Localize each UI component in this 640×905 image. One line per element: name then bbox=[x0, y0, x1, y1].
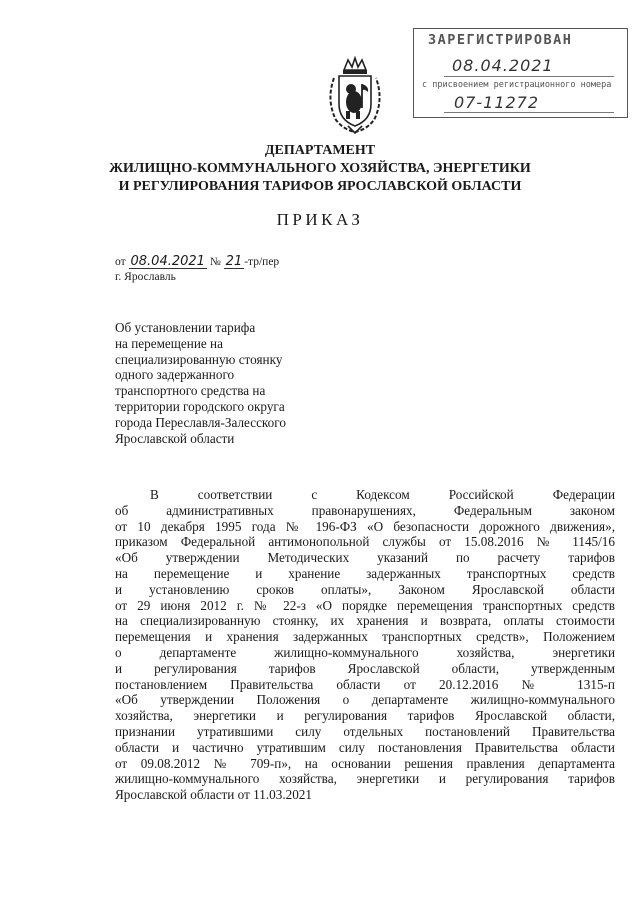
body-line: на специализированную стоянку, их хранения и возврата, оплаты стоимости bbox=[115, 613, 615, 629]
body-line: «Об утверждении Положения о департаменте жилищно-коммунального bbox=[115, 692, 615, 708]
body-line: о департаменте жилищно-коммунального хозяйства, энергетики bbox=[115, 644, 615, 660]
subject-line: одного задержанного bbox=[115, 367, 235, 383]
body-line: приказом Федеральной антимонопольной службы от 15.08.2016 № 1145/16 bbox=[115, 534, 615, 550]
subject-line: территории городского округа bbox=[115, 398, 285, 414]
body-line: об административных правонарушениях, Федеральным законом bbox=[115, 502, 615, 518]
subject-line: Ярославской области bbox=[115, 430, 235, 446]
stamp-date: 08.04.2021 bbox=[452, 56, 554, 75]
body-line: области и частично утратившим силу постановления Правительства области bbox=[115, 739, 615, 755]
body-line: признании утратившими силу отдельных постановлений Правительства bbox=[115, 723, 615, 739]
order-date: 08.04.2021 bbox=[130, 254, 205, 269]
number-label: № bbox=[209, 256, 221, 268]
body-line: «Об утверждении Методических указаний по расчету тарифов bbox=[115, 550, 615, 566]
order-meta bbox=[115, 255, 279, 285]
body-line: жилищно-коммунального хозяйства, энергетики и регулирования тарифов bbox=[115, 771, 615, 787]
department-line: ЖИЛИЩНО-КОММУНАЛЬНОГО ХОЗЯЙСТВА, ЭНЕРГЕТИКИ bbox=[109, 161, 531, 176]
body-line: на перемещение и хранение задержанных транспортных средств bbox=[115, 565, 615, 581]
subject-line: на перемещение на bbox=[115, 335, 223, 351]
department-title bbox=[0, 142, 640, 196]
body-line: постановлением Правительства области от 20.12.2016 № 1315-п bbox=[115, 676, 615, 692]
body-line: хозяйства, энергетики и регулирования тарифов Ярославской области, bbox=[115, 708, 615, 724]
coat-of-arms-icon bbox=[324, 56, 386, 134]
order-number: 21 bbox=[225, 254, 243, 269]
city: г. Ярославль bbox=[115, 271, 176, 283]
order-title: ПРИКАЗ bbox=[276, 210, 364, 229]
stamp-subtitle: с присвоением регистрационного номера bbox=[422, 80, 612, 90]
body-line: и регулирования тарифов Ярославской области, утвержденным bbox=[115, 660, 615, 676]
department-line: ДЕПАРТАМЕНТ bbox=[264, 143, 376, 158]
subject-line: города Переславля-Залесского bbox=[115, 414, 286, 430]
subject-line: транспортного средства на bbox=[115, 383, 266, 399]
body-line: от 29 июня 2012 г. № 22-з «О порядке перемещения транспортных средств bbox=[115, 597, 615, 613]
registration-stamp bbox=[413, 28, 628, 118]
subject-line: Об установлении тарифа bbox=[115, 320, 256, 335]
body-line: Ярославской области от 11.03.2021 bbox=[115, 787, 312, 803]
department-line: И РЕГУЛИРОВАНИЯ ТАРИФОВ ЯРОСЛАВСКОЙ ОБЛАСТИ bbox=[118, 179, 522, 194]
body-line: перемещения и хранения задержанных транспортных средств», Положением bbox=[115, 629, 615, 645]
body-line: и установлению сроков оплаты», Законом Ярославской области bbox=[115, 581, 615, 597]
stamp-divider bbox=[444, 76, 614, 77]
stamp-title: ЗАРЕГИСТРИРОВАН bbox=[428, 32, 573, 48]
stamp-number: 07-11272 bbox=[454, 93, 540, 112]
body-line: от 10 декабря 1995 года № 196-ФЗ «О безопасности дорожного движения», bbox=[115, 518, 615, 534]
body-line: от 09.08.2012 № 709-п», на основании решения правления департамента bbox=[115, 755, 615, 771]
from-label: от bbox=[115, 256, 126, 268]
body-line: В соответствии с Кодексом Российской Федерации bbox=[150, 487, 615, 502]
order-preamble bbox=[115, 487, 615, 803]
number-suffix: -тр/пер bbox=[244, 256, 280, 268]
stamp-divider bbox=[444, 112, 614, 113]
order-date-number-line bbox=[115, 255, 279, 270]
subject-line: специализированную стоянку bbox=[115, 351, 283, 367]
order-subject bbox=[115, 320, 345, 446]
